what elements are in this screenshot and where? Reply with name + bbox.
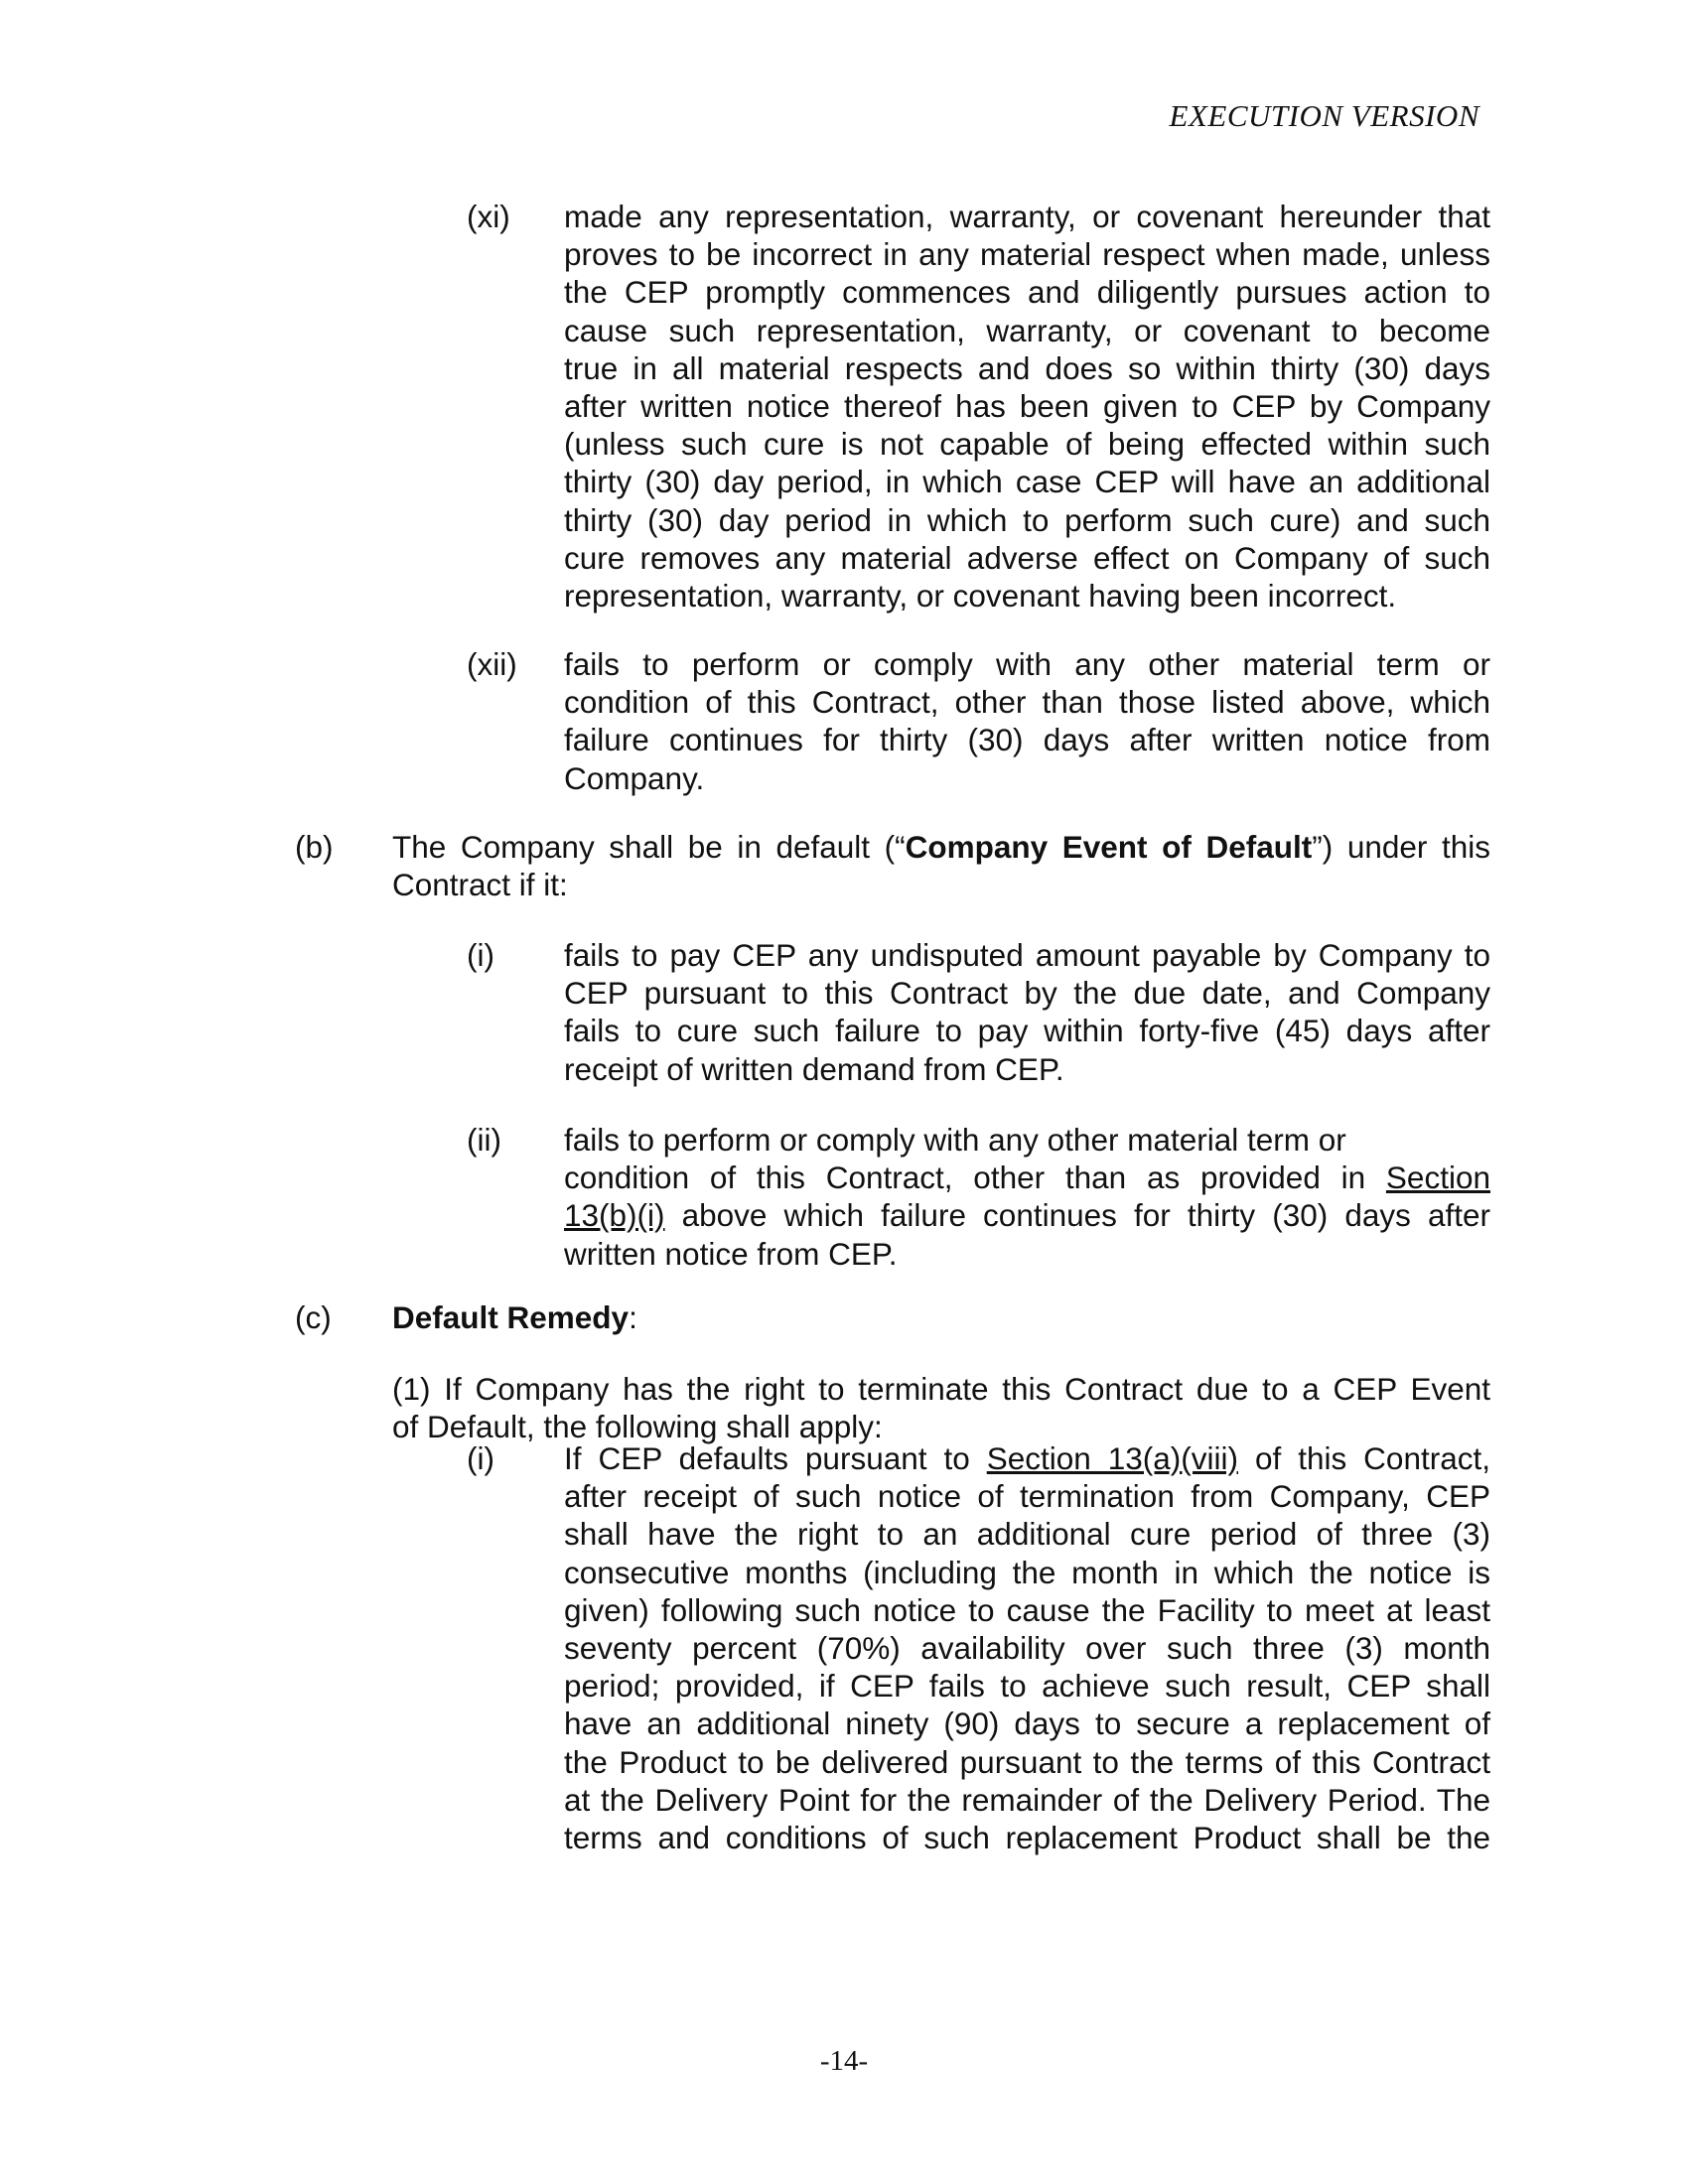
text-line: thirty (30) day period in which to perform such cure) and such <box>564 501 1490 538</box>
text-line <box>564 1439 1490 1477</box>
text-line <box>564 1159 1490 1196</box>
text-fragment: condition of this Contract, other than as provided in <box>564 1160 1386 1196</box>
item-b-ii-number: (ii) <box>467 1122 501 1158</box>
document-version-label: EXECUTION VERSION <box>1169 98 1479 133</box>
text-line: after written notice thereof has been given to CEP by Company <box>564 388 1490 425</box>
text-line: cause such representation, warranty, or covenant to become <box>564 312 1490 348</box>
text-line: representation, warranty, or covenant having been incorrect. <box>564 578 1397 614</box>
text-line: after receipt of such notice of termination from Company, CEP <box>564 1478 1490 1515</box>
item-xi-text <box>564 198 1490 614</box>
text-line: have an additional ninety (90) days to secure a replacement of <box>564 1706 1490 1742</box>
item-b-ii-text <box>564 1121 1490 1273</box>
text-fragment: : <box>629 1299 637 1335</box>
text-line: fails to pay CEP any undisputed amount payable by Company to <box>564 937 1490 973</box>
item-b-i-text <box>564 936 1490 1088</box>
section-reference-link[interactable]: 13(b)(i) <box>564 1197 665 1234</box>
text-line: condition of this Contract, other than those listed above, which <box>564 684 1490 721</box>
text-line: the CEP promptly commences and diligently pursues action to <box>564 274 1490 311</box>
text-line: the Product to be delivered pursuant to the terms of this Contract <box>564 1743 1490 1780</box>
text-line: shall have the right to an additional cure period of three (3) <box>564 1516 1490 1553</box>
section-b-text <box>392 828 1490 903</box>
section-b-number: (b) <box>295 829 334 865</box>
text-line: proves to be incorrect in any material respect when made, unless <box>564 236 1490 273</box>
item-xii-text <box>564 645 1490 797</box>
text-line <box>392 1298 1490 1336</box>
text-line: true in all material respects and does so within thirty (30) days <box>564 349 1490 386</box>
item-c-1-i-text <box>564 1439 1490 1856</box>
text-line <box>392 828 1490 866</box>
text-line: written notice from CEP. <box>564 1235 898 1272</box>
item-xi-number: (xi) <box>467 199 510 234</box>
text-fragment: above which failure continues for thirty (30) days after <box>664 1197 1490 1234</box>
text-line: thirty (30) day period, in which case CEP will have an additional <box>564 464 1490 500</box>
text-fragment: If CEP defaults pursuant to <box>564 1440 987 1476</box>
text-line: period; provided, if CEP fails to achieve such result, CEP shall <box>564 1668 1490 1705</box>
text-line: seventy percent (70%) availability over such three (3) month <box>564 1630 1490 1667</box>
text-line: Company. <box>564 759 705 796</box>
text-line: receipt of written demand from CEP. <box>564 1050 1064 1087</box>
section-reference-link[interactable]: Section 13(a)(viii) <box>986 1440 1238 1476</box>
text-line: given) following such notice to cause the Facility to meet at least <box>564 1591 1490 1628</box>
page-number: -14- <box>819 2045 869 2077</box>
text-line: Contract if it: <box>392 867 568 903</box>
item-c-1-i-number: (i) <box>467 1440 494 1476</box>
text-line: cure removes any material adverse effect on Company of such <box>564 539 1490 576</box>
item-b-i-number: (i) <box>467 937 494 973</box>
text-fragment: of this Contract, <box>1238 1440 1490 1476</box>
section-c-title <box>392 1298 1490 1336</box>
defined-term: Company Event of Default <box>905 829 1313 865</box>
text-line: made any representation, warranty, or covenant hereunder that <box>564 199 1490 234</box>
text-line: fails to cure such failure to pay within forty-five (45) days after <box>564 1013 1490 1049</box>
text-line: at the Delivery Point for the remainder of the Delivery Period. The <box>564 1781 1490 1818</box>
text-line: failure continues for thirty (30) days after written notice from <box>564 722 1490 758</box>
item-xii-number: (xii) <box>467 646 517 682</box>
section-heading: Default Remedy <box>392 1299 630 1335</box>
section-c-number: (c) <box>295 1299 332 1335</box>
text-line: consecutive months (including the month in which the notice is <box>564 1554 1490 1590</box>
text-line: terms and conditions of such replacement Product shall be the <box>564 1820 1490 1856</box>
text-fragment: The Company shall be in default (“ <box>392 829 906 865</box>
section-c-1-text <box>392 1370 1490 1445</box>
text-line: (unless such cure is not capable of being effected within such <box>564 426 1490 463</box>
text-fragment: ”) under this <box>1312 829 1491 865</box>
text-line: fails to perform or comply with any other material term or <box>564 646 1490 682</box>
text-line: fails to perform or comply with any other material term or <box>564 1122 1346 1158</box>
text-line: of Default, the following shall apply: <box>392 1409 883 1445</box>
section-reference-link[interactable]: Section <box>1385 1160 1490 1196</box>
text-line: CEP pursuant to this Contract by the due date, and Company <box>564 975 1490 1012</box>
text-line <box>564 1196 1490 1234</box>
text-line: (1) If Company has the right to terminate this Contract due to a CEP Event <box>392 1371 1490 1407</box>
